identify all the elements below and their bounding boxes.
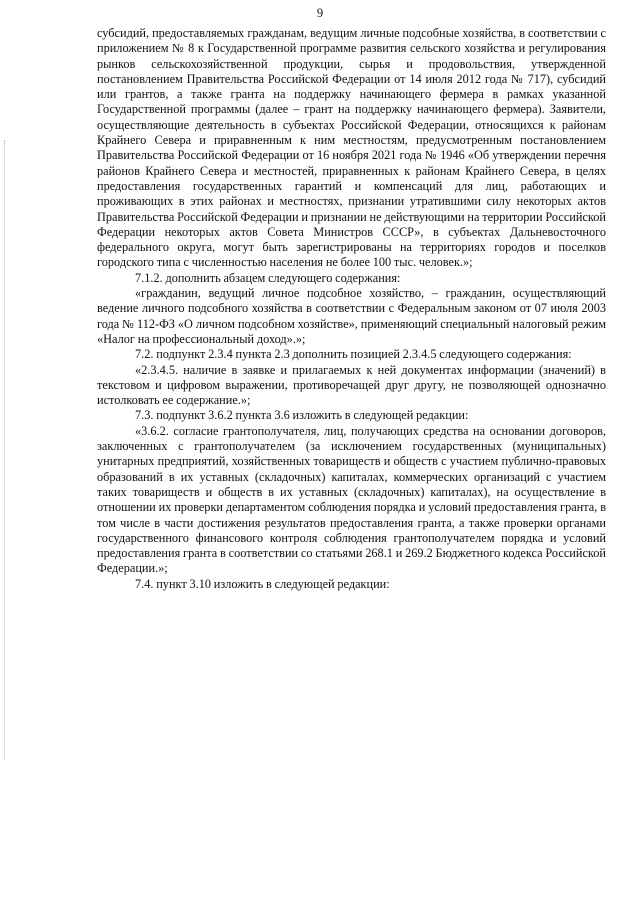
paragraph-continuation: субсидий, предоставляемых гражданам, ведущим личные подсобные хозяйства, в соответствии с приложением № 8 к Государственной программе развития сельского хозяйства и регулирования рынков сельскохозяйственной продукции, сырья и продовольствия, утвержденной постановлением Правительства Российской Федерации от 14 июля 2012 года № 717), субсидий или грантов, а также гранта на поддержку начинающего фермера в рамках указанной Государственной программы (далее – грант на поддержку начинающего фермера). Заявители, осуществляющие деятельность в субъектах Российской Федерации, относящихся к районам Крайнего Севера и приравненным к ним местностям, предусмотренным постановлением Правительства Российской Федерации от 16 ноября 2021 года № 1946 «Об утверждении перечня районов Крайнего Севера и местностей, приравненных к районам Крайнего Севера, в целях предоставления государственных гарантий и компенсаций для лиц, работающих и проживающих в этих районах и местностях, признании утратившими силу некоторых актов Правительства Российской Федерации и признании не действующими на территории Российской Федерации некоторых актов Совета Министров СССР», в субъектах Дальневосточного федерального округа, могут быть зарегистрированы на территориях городов и поселков городского типа с численностью населения не более 100 тыс. человек.»; xyxy=(97,26,606,270)
paragraph-definition: «гражданин, ведущий личное подсобное хозяйство, – гражданин, осуществляющий ведение личного подсобного хозяйства в соответствии с Федеральным законом от 07 июля 2003 года № 112-ФЗ «О личном подсобном хозяйстве», применяющий специальный налоговый режим «Налог на профессиональный доход».»; xyxy=(97,286,606,346)
page-number: 9 xyxy=(316,6,324,20)
paragraph-7-4: 7.4. пункт 3.10 изложить в следующей редакции: xyxy=(135,576,390,591)
paragraph-7-2: 7.2. подпункт 2.3.4 пункта 2.3 дополнить позицией 2.3.4.5 следующего содержания: xyxy=(135,347,572,362)
paragraph-7-3: 7.3. подпункт 3.6.2 пункта 3.6 изложить в следующей редакции: xyxy=(135,408,469,423)
paragraph-7-1-2: 7.1.2. дополнить абзацем следующего содержания: xyxy=(135,270,401,285)
document-body xyxy=(97,26,606,592)
scan-margin-marks xyxy=(4,140,7,760)
paragraph-3-6-2: «3.6.2. согласие грантополучателя, лиц, получающих средства на основании договоров, заключенных с грантополучателем (за исключением государственных (муниципальных) унитарных предприятий, хозяйственных товариществ и обществ с участием публично-правовых образований в их уставных (складочных) капиталах, коммерческих организаций с участием таких товариществ и обществ в их уставных (складочных) капиталах), на осуществление в отношении их проверки департаментом соблюдения порядка и условий предоставления гранта, в том числе в части достижения результатов предоставления гранта, а также проверки органами государственного финансового контроля соблюдения грантополучателем порядка и условий предоставления гранта в соответствии со статьями 268.1 и 269.2 Бюджетного кодекса Российской Федерации.»; xyxy=(97,423,606,576)
paragraph-2-3-4-5: «2.3.4.5. наличие в заявке и прилагаемых к ней документах информации (значений) в текстовом и цифровом выражении, противоречащей друг другу, не позволяющей однозначно истолковать ее содержание.»; xyxy=(97,362,606,408)
